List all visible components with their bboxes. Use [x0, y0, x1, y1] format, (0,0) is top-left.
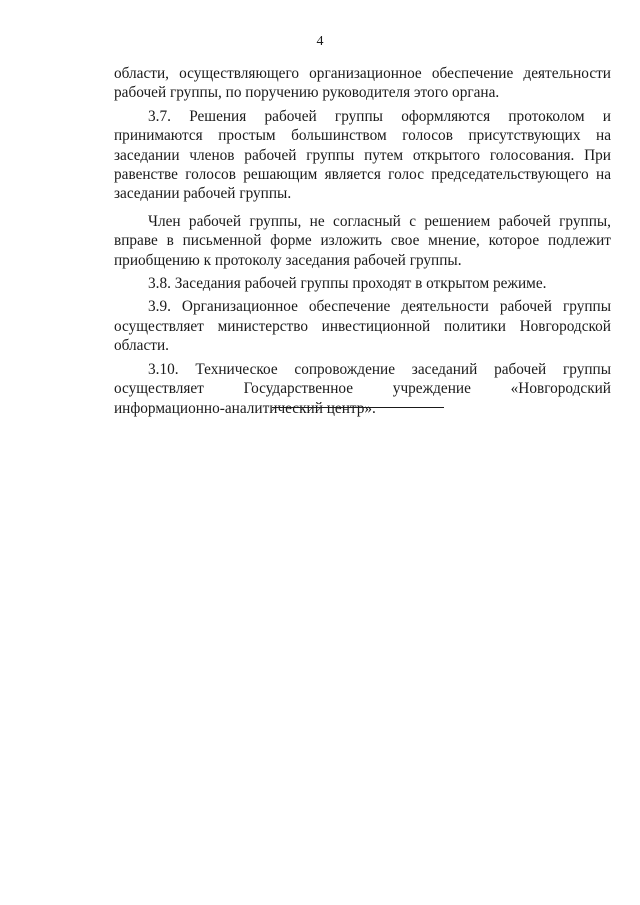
paragraph-3-10: 3.10. Техническое сопровождение заседаний рабочей группы осуществляет Государственное учреждение «Новгородский информационно-аналитический центр».	[114, 360, 611, 417]
paragraph-3-9: 3.9. Организационное обеспечение деятельности рабочей группы осуществляет министерство инвестиционной политики Новгородской области.	[114, 298, 611, 355]
page-number: 4	[316, 34, 324, 49]
paragraph-3-8: 3.8. Заседания рабочей группы проходят в открытом режиме.	[148, 275, 547, 293]
paragraph-continuation: области, осуществляющего организационное обеспечение деятельности рабочей группы, по поручению руководителя этого органа.	[114, 65, 611, 102]
end-of-document-rule	[272, 407, 444, 408]
paragraph-dissent: Член рабочей группы, не согласный с решением рабочей группы, вправе в письменной форме изложить свое мнение, которое подлежит приобщению к протоколу заседания рабочей группы.	[114, 212, 611, 269]
document-body	[114, 64, 611, 422]
paragraph-3-7: 3.7. Решения рабочей группы оформляются протоколом и принимаются простым большинством голосов присутствующих на заседании членов рабочей группы путем открытого голосования. При равенстве голосов решающим является голос председательствующего на заседании рабочей группы.	[114, 107, 611, 203]
